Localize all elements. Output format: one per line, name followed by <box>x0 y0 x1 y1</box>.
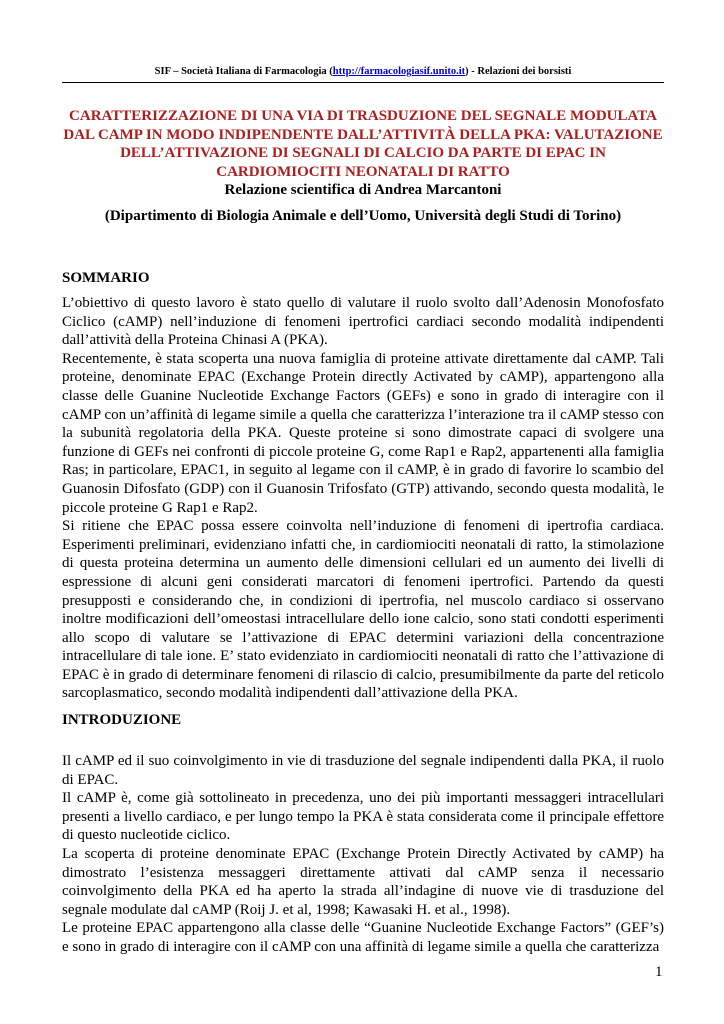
header-link[interactable]: http://farmacologiasif.unito.it <box>332 66 466 77</box>
introduzione-paragraph: La scoperta di proteine denominate EPAC (Exchange Protein Directly Activated by cAMP) ha dimostrato l’esistenza messaggeri direttamente attivati dal cAMP senza il necessario coinvolgimento della PKA ed ha aperto la strada all’indagine di nuove vie di trasduzione del segnale modulate dal cAMP (Roij J. et al, 1998; Kawasaki H. et al., 1998). <box>62 845 664 918</box>
sommario-heading: SOMMARIO <box>62 270 150 286</box>
sommario-paragraph: Recentemente, è stata scoperta una nuova famiglia di proteine attivate direttamente dal cAMP. Tali proteine, denominate EPAC (Exchange Protein directly Activated by cAMP), appartengono alla classe delle Guanine Nucleotide Exchange Factors (GEFs) e sono in grado di interagire con il cAMP con un’affinità di legame simile a quella che caratterizza l’interazione tra il cAMP stesso con la subunità regolatoria della PKA. Queste proteine si sono dimostrate capaci di svolgere una funzione di GEFs nei confronti di piccole proteine G, come Rap1 e Rap2, appartenenti alla famiglia Ras; in particolare, EPAC1, in seguito al legame con il cAMP, è in grado di favorire lo scambio del Guanosin Difosfato (GDP) con il Guanosin Trifosfato (GTP) attivando, secondo questa modalità, le piccole proteine G Rap1 e Rap2. <box>62 350 664 516</box>
sommario-body <box>62 294 664 703</box>
author-line: Relazione scientifica di Andrea Marcantoni <box>224 182 502 198</box>
document-title: CARATTERIZZAZIONE DI UNA VIA DI TRASDUZIONE DEL SEGNALE MODULATA DAL CAMP IN MODO INDIPENDENTE DALL’ATTIVITÀ DELLA PKA: VALUTAZIONE DELL’ATTIVAZIONE DI SEGNALI DI CALCIO DA PARTE DI EPAC IN CARDIOMIOCITI NEONATALI DI RATTO <box>63 108 663 180</box>
introduzione-paragraph: Il cAMP ed il suo coinvolgimento in vie di trasduzione del segnale indipendenti dalla PKA, il ruolo di EPAC. <box>62 753 664 788</box>
introduzione-body <box>62 752 664 957</box>
header-rule <box>62 82 664 83</box>
sommario-paragraph: L’obiettivo di questo lavoro è stato quello di valutare il ruolo svolto dall’Adenosin Monofosfato Ciclico (cAMP) nell’induzione di fenomeni ipertrofici cardiaci secondo modalità indipendenti dall’attività della Proteina Chinasi A (PKA). <box>62 295 664 349</box>
introduzione-paragraph: Il cAMP è, come già sottolineato in precedenza, uno dei più importanti messaggeri intracellulari presenti a livello cardiaco, e per lungo tempo la PKA è stata considerata come il principale effettore di questo nucleotide ciclico. <box>62 790 664 844</box>
header-suffix: ) - Relazioni dei borsisti <box>465 66 572 77</box>
page-number: 1 <box>655 964 663 980</box>
affiliation-line: (Dipartimento di Biologia Animale e dell’Uomo, Università degli Studi di Torino) <box>104 208 622 224</box>
sommario-paragraph: Si ritiene che EPAC possa essere coinvolta nell’induzione di fenomeni di ipertrofia cardiaca. Esperimenti preliminari, evidenziano infatti che, in cardiomiociti neonatali di ratto, la stimolazione di questa proteina determina un aumento delle dimensioni cellulari ed un aumento dei livelli di espressione di alcuni geni considerati marcatori di fenomeni ipertrofici. Partendo da questi presupposti e considerando che, in condizioni di ipertrofia, nel muscolo cardiaco si osservano inoltre modificazioni dell’omeostasi intracellulare dello ione calcio, sono stati condotti esperimenti allo scopo di valutare se l’attivazione di EPAC determini variazioni della concentrazione intracellulare di tale ione. E’ stato evidenziato in cardiomiociti neonatali di ratto che l’attivazione di EPAC è in grado di determinare fenomeni di rilascio di calcio, presumibilmente da parte del reticolo sarcoplasmatico, secondo modalità indipendenti dall’attivazione della PKA. <box>62 518 664 702</box>
introduzione-heading: INTRODUZIONE <box>62 712 182 728</box>
header-prefix: SIF – Società Italiana di Farmacologia ( <box>154 66 333 77</box>
running-header <box>62 66 664 77</box>
introduzione-paragraph: Le proteine EPAC appartengono alla classe delle “Guanine Nucleotide Exchange Factors” (GEF’s) e sono in grado di interagire con il cAMP con una affinità di legame simile a quella che caratterizza <box>62 920 664 955</box>
